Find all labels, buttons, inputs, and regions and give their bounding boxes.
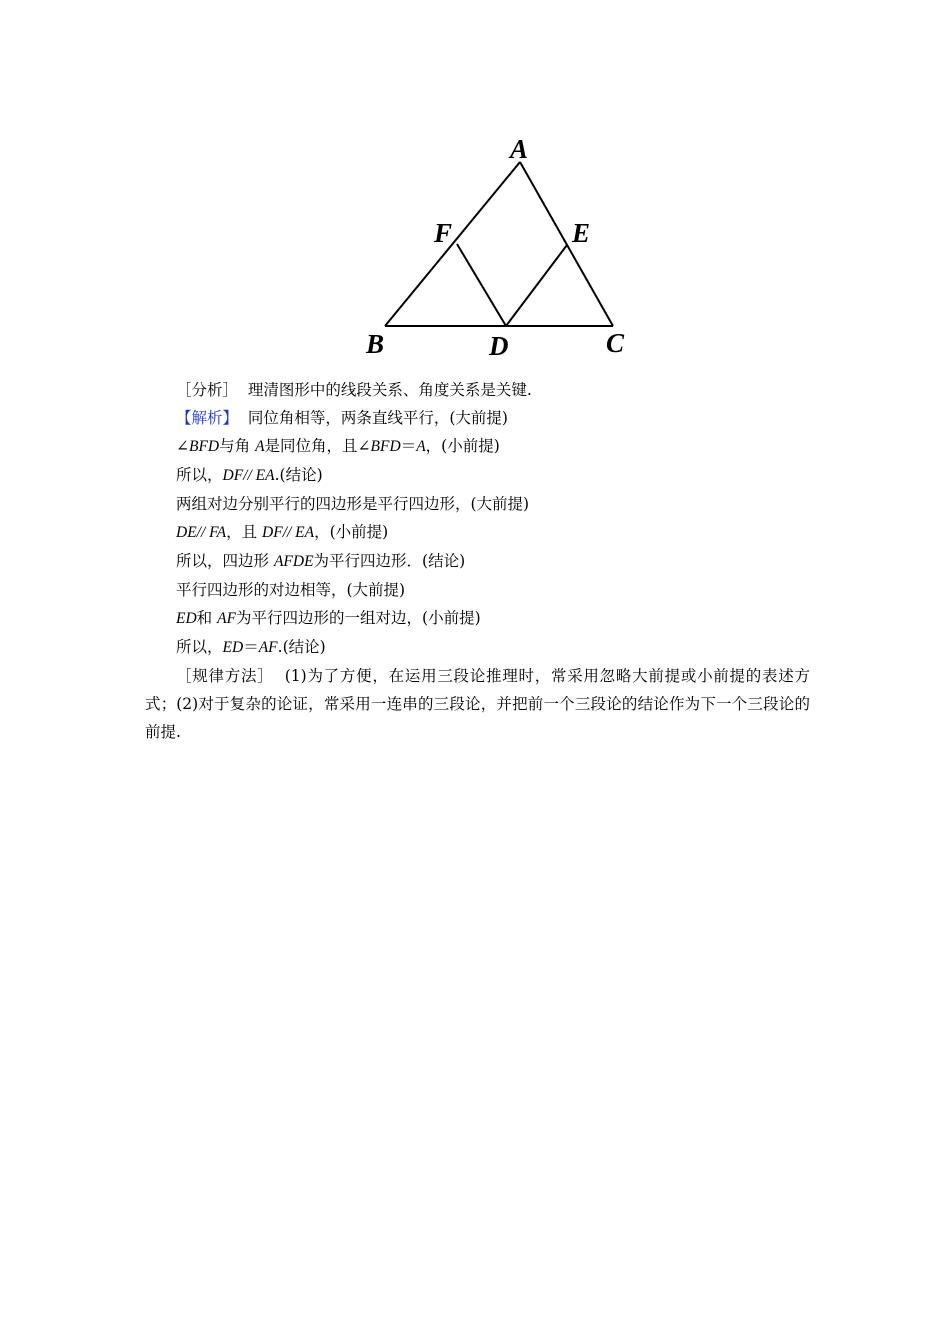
solution-line-3: 所以，DF// EA.(结论) [176,466,323,484]
solution-text [145,376,810,746]
solution-line-7: 平行四边形的对边相等，(大前提) [176,581,406,599]
analysis-tag: ［分析］ [176,381,239,399]
solution-line-5: DE// FA，且 DF// EA，(小前提) [176,523,389,541]
solution-line-4: 两组对边分别平行的四边形是平行四边形，(大前提) [176,495,530,513]
method-paragraph [145,662,810,746]
point-label-a: A [510,134,529,164]
analysis-text: 理清图形中的线段关系、角度关系是关键. [247,381,532,399]
segment-ac [520,162,613,326]
solution-line-9: 所以，ED＝AF.(结论) [176,638,326,656]
point-label-c: C [606,328,625,358]
geometry-figure [360,130,640,362]
point-label-b: B [366,329,385,359]
method-tag: ［规律方法］ [176,667,274,685]
triangle-diagram [360,130,640,362]
segment-ab [385,162,520,326]
solution-line-6: 所以，四边形 AFDE为平行四边形．(结论) [176,552,466,570]
point-label-d: D [489,331,509,361]
segment-fd [457,244,506,326]
solution-line-8: ED和 AF为平行四边形的一组对边，(小前提) [176,609,481,627]
solution-tag: 【解析】 [176,409,239,427]
point-label-f: F [434,218,453,248]
point-label-e: E [572,218,591,248]
analysis-line [145,376,810,404]
solution-line-2: ∠BFD与角 A是同位角，且∠BFD＝A，(小前提) [176,437,500,455]
segment-de [506,245,567,326]
solution-line-1: 【解析】 同位角相等，两条直线平行，(大前提) [176,409,508,427]
method-text: (1)为了方便，在运用三段论推理时，常采用忽略大前提或小前提的表述方式；(2)对于复杂的论证，常采用一连串的三段论，并把前一个三段论的结论作为下一个三段论的前提. [145,667,810,741]
